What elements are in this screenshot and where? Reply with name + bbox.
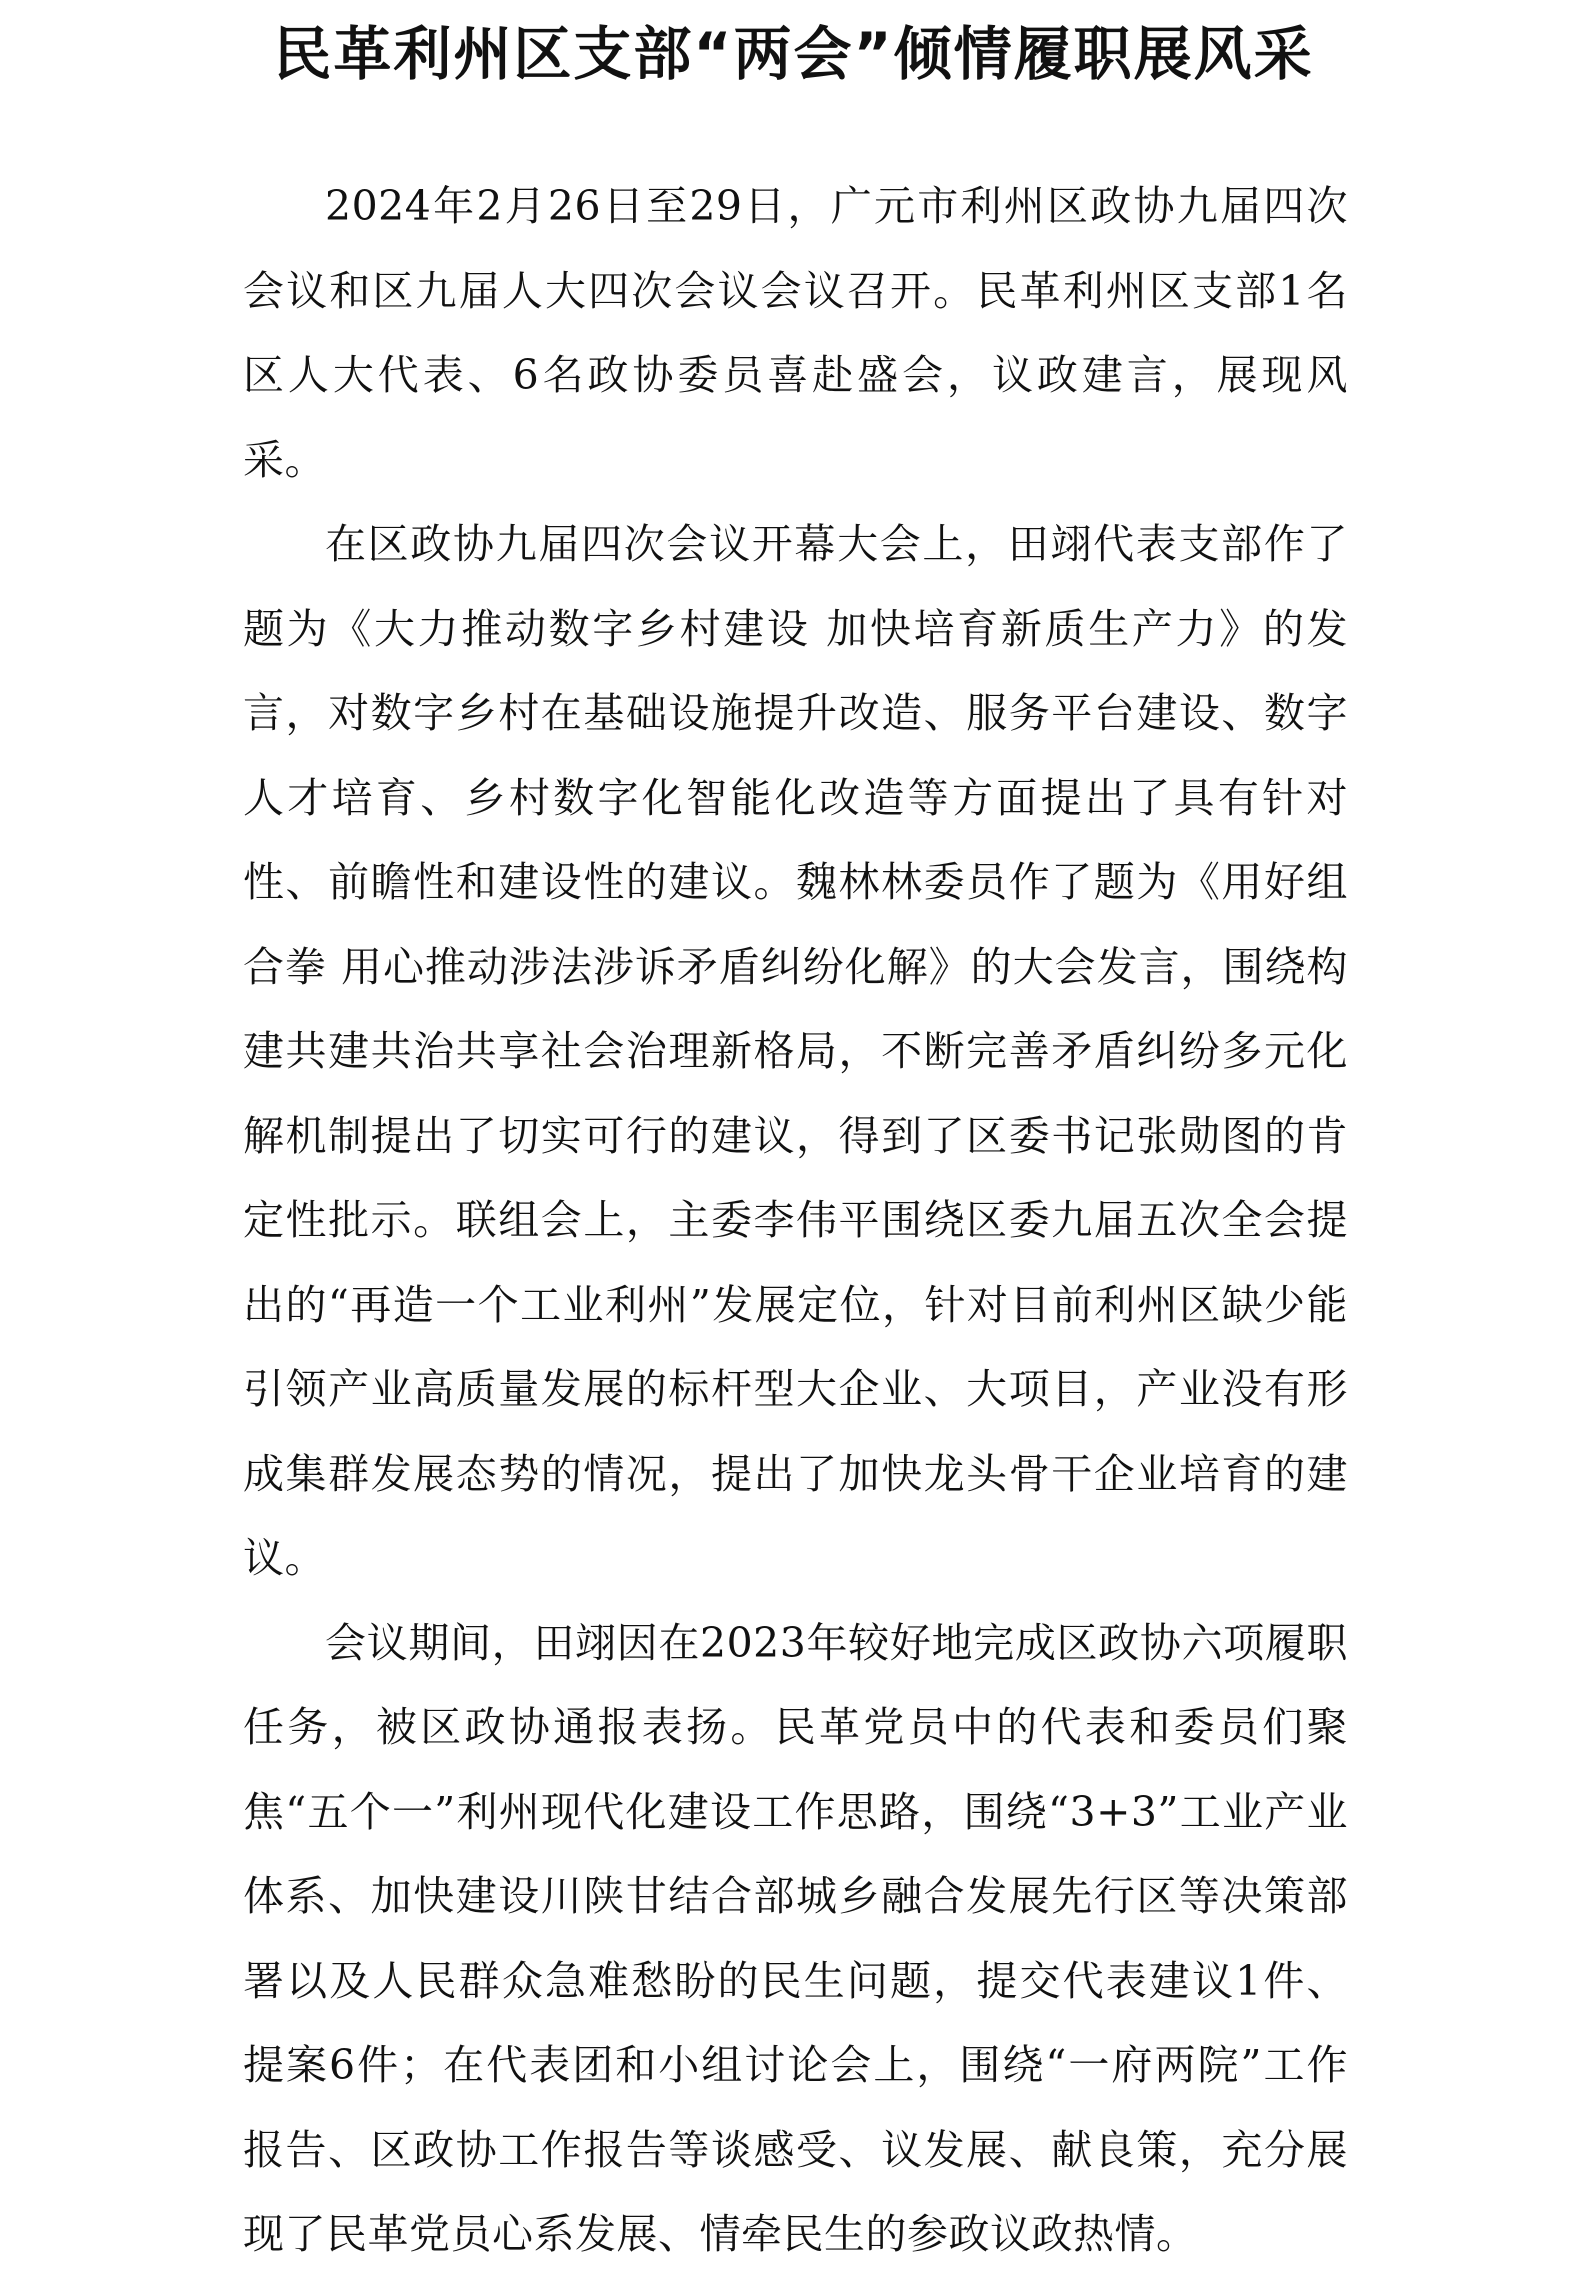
paragraph-3: 会议期间，田翊因在2023年较好地完成区政协六项履职任务，被区政协通报表扬。民革党员中的代表和委员们聚焦“五个一”利州现代化建设工作思路，围绕“3+3”工业产业体系、加快建设川陕甘结合部城乡融合发展先行区等决策部署以及人民群众急难愁盼的民生问题，提交代表建议1件、提案6件；在代表团和小组讨论会上，围绕“一府两院”工作报告、区政协工作报告等谈感受、议发展、献良策，充分展现了民革党员心系发展、情牵民生的参政议政热情。 bbox=[243, 1618, 1348, 2258]
paragraph-2: 在区政协九届四次会议开幕大会上，田翊代表支部作了题为《大力推动数字乡村建设 加快培育新质生产力》的发言，对数字乡村在基础设施提升改造、服务平台建设、数字人才培育、乡村数字化智能化改造等方面提出了具有针对性、前瞻性和建设性的建议。魏林林委员作了题为《用好组合拳 用心推动涉法涉诉矛盾纠纷化解》的大会发言，围绕构建共建共治共享社会治理新格局，不断完善矛盾纠纷多元化解机制提出了切实可行的建议，得到了区委书记张勋图的肯定性批示。联组会上，主委李伟平围绕区委九届五次全会提出的“再造一个工业利州”发展定位，针对目前利州区缺少能引领产业高质量发展的标杆型大企业、大项目，产业没有形成集群发展态势的情况，提出了加快龙头骨干企业培育的建议。 bbox=[243, 520, 1348, 1582]
paragraph-1: 2024年2月26日至29日，广元市利州区政协九届四次会议和区九届人大四次会议会议召开。民革利州区支部1名区人大代表、6名政协委员喜赴盛会，议政建言，展现风采。 bbox=[243, 182, 1348, 484]
document-body bbox=[243, 164, 1348, 2277]
document-title: 民革利州区支部“两会”倾情履职展风采 bbox=[273, 20, 1314, 88]
